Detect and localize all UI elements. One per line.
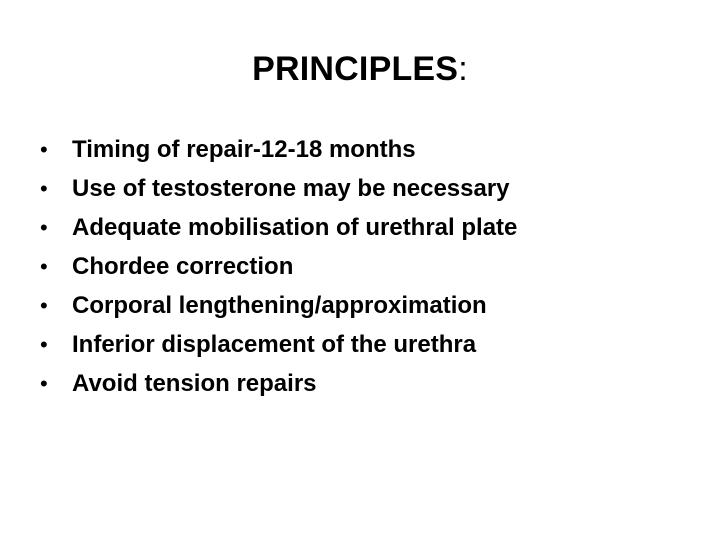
bullet-icon: • [40, 332, 48, 357]
bullet-icon: • [40, 371, 48, 396]
bullet-icon: • [40, 137, 48, 162]
bullet-text: Adequate mobilisation of urethral plate [72, 214, 518, 241]
bullet-icon: • [40, 215, 48, 240]
bullet-text: Chordee correction [72, 253, 294, 280]
slide-title-colon: : [458, 50, 468, 88]
bullet-text: Timing of repair-12-18 months [72, 136, 416, 163]
bullet-text: Inferior displacement of the urethra [72, 331, 477, 358]
slide-title-text: PRINCIPLES [252, 50, 459, 88]
bullet-text: Avoid tension repairs [72, 370, 317, 397]
bullet-icon: • [40, 254, 48, 279]
bullet-text: Use of testosterone may be necessary [72, 175, 510, 202]
slide-title [0, 44, 720, 94]
bullet-icon: • [40, 176, 48, 201]
bullet-text: Corporal lengthening/approximation [72, 292, 487, 319]
bullet-icon: • [40, 293, 48, 318]
